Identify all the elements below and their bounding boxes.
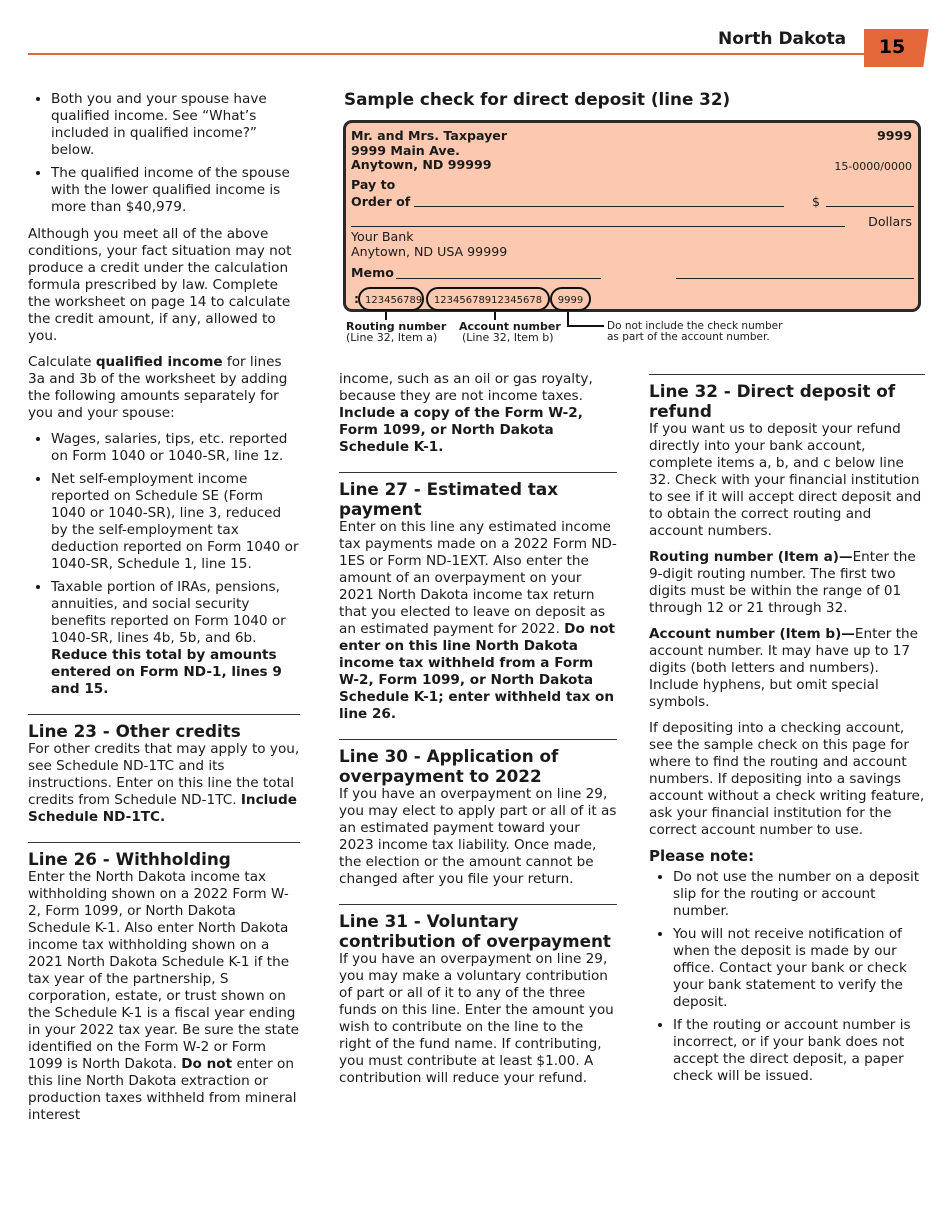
- sample-check: [343, 120, 921, 312]
- account-number-text: Account number (Item b)—Enter the account number. It may have up to 17 digits (both letters and numbers). Include hyphens, but omit special symbols.: [649, 626, 919, 710]
- order-of-label: Order of: [351, 194, 411, 209]
- check-number-pointer: [568, 312, 604, 326]
- micr-account: 12345678912345678: [426, 287, 550, 311]
- header-rule: [28, 53, 868, 55]
- divider: [28, 842, 300, 843]
- check-title: Sample check for direct deposit (line 32): [344, 89, 731, 109]
- check-fraction: 15-0000/0000: [834, 160, 912, 173]
- line23-text: For other credits that may apply to you, see Schedule ND-1TC and its instructions. Enter on this line the total credits from Schedule ND-1TC. Include Schedule ND-1TC.: [28, 741, 300, 825]
- page-number: 15: [878, 36, 906, 58]
- amount-line: [826, 206, 914, 207]
- divider: [339, 472, 617, 473]
- line30-heading: Line 30 - Application of overpayment to 2022: [339, 746, 559, 786]
- divider: [28, 714, 300, 715]
- list-item: • Taxable portion of IRAs, pensions, annuities, and social security benefits reported on Form 1040 or 1040-SR, lines 4b, 5b, and 6b. Reduce this total by amounts entered on Form ND-1, lines 9 and 15.: [51, 579, 300, 698]
- list-item: • You will not receive notification of when the deposit is made by our office. Contact your bank or check your bank statement to verify the deposit.: [673, 926, 925, 1011]
- line27-text: Enter on this line any estimated income tax payments made on a 2022 Form ND-1ES or Form ND-1EXT. Also enter the amount of an overpayment on your 2021 North Dakota income tax return that you elected to leave on deposit as an estimated payment for 2022. Do not enter on this line North Dakota income tax withheld from a Form W-2, Form 1099, or North Dakota Schedule K-1; enter withheld tax on line 26.: [339, 519, 617, 722]
- line32-text: If you want us to deposit your refund directly into your bank account, complete items a, b, and c below line 32. Check with your financial institution to see if it will accept direct deposit and to obtain the correct routing and account numbers.: [649, 421, 922, 539]
- dollars-label: Dollars: [868, 214, 912, 229]
- bank-info: Your Bank Anytown, ND USA 99999: [351, 229, 508, 259]
- amount-words-line: [351, 226, 845, 227]
- list-item: • Both you and your spouse have qualified income. See “What’s included in qualified income?” below.: [51, 91, 300, 159]
- list-item: • Net self-employment income reported on Schedule SE (Form 1040 or 1040-SR), line 3, reduced by the self-employment tax deduction reported on Form 1040 or 1040-SR, Schedule 1, line 15.: [51, 471, 300, 573]
- line23-heading: Line 23 - Other credits: [28, 721, 241, 741]
- memo-line: [396, 278, 601, 279]
- line31-heading: Line 31 - Voluntary contribution of overpayment: [339, 911, 611, 951]
- list-item: • The qualified income of the spouse with the lower qualified income is more than $40,979.: [51, 165, 300, 216]
- divider: [649, 374, 925, 375]
- line26-heading: Line 26 - Withholding: [28, 849, 231, 869]
- line32-heading: Line 32 - Direct deposit of refund: [649, 381, 896, 421]
- memo-label: Memo: [351, 265, 394, 280]
- notes-list: [649, 869, 925, 1085]
- list-item: • Wages, salaries, tips, etc. reported on Form 1040 or 1040-SR, line 1z.: [51, 431, 300, 465]
- micr-check-number: 9999: [550, 287, 591, 311]
- routing-number-sub: (Line 32, Item a): [346, 331, 438, 344]
- line31-text: If you have an overpayment on line 29, you may make a voluntary contribution of part or all of it to any of the three funds on this line. Enter the amount you wish to contribute on the line to the right of the fund name. If contributing, you must contribute at least $1.00. A contribution will reduce your refund.: [339, 951, 614, 1086]
- list-item: • Do not use the number on a deposit slip for the routing or account number.: [673, 869, 925, 920]
- bullet-list-income: [28, 431, 300, 698]
- routing-number-text: Routing number (Item a)—Enter the 9-digit routing number. The first two digits must be within the range of 01 through 12 or 21 through 32.: [649, 549, 916, 616]
- column-right: [649, 358, 925, 1095]
- check-number-note-2: as part of the account number.: [607, 331, 770, 343]
- check-payer: Mr. and Mrs. Taxpayer 9999 Main Ave. Anytown, ND 99999: [351, 128, 508, 173]
- paragraph-conditions: Although you meet all of the above conditions, your fact situation may not produce a credit under the calculation formula prescribed by law. Complete the worksheet on page 14 to calculate the credit amount, if any, allowed to you.: [28, 226, 292, 344]
- pay-to-label: Pay to: [351, 177, 396, 192]
- page-number-tab: [864, 29, 920, 67]
- state-name: North Dakota: [718, 29, 847, 49]
- check-number: 9999: [876, 128, 912, 143]
- bullet-list-conditions: [28, 91, 300, 216]
- routing-number-label: Routing number: [346, 320, 447, 333]
- check-number-note-1: Do not include the check number: [607, 320, 783, 332]
- checking-account-text: If depositing into a checking account, see the sample check on this page for where to find the routing and account numbers. If depositing into a savings account without a check writing feature, ask your financial institution for the correct account number to use.: [649, 720, 925, 838]
- please-note-heading: Please note:: [649, 847, 755, 865]
- account-number-sub: (Line 32, Item b): [462, 331, 554, 344]
- line30-text: If you have an overpayment on line 29, you may elect to apply part or all of it as an estimated payment toward your 2023 income tax liability. Once made, the election or the amount cannot be changed after you file your return.: [339, 786, 617, 887]
- paragraph-qualified-income: Calculate qualified income for lines 3a and 3b of the worksheet by adding the following amounts separately for you and your spouse:: [28, 354, 288, 421]
- withholding-continued: income, such as an oil or gas royalty, because they are not income taxes. Include a copy of the Form W-2, Form 1099, or North Dakota Schedule K-1.: [339, 371, 593, 455]
- line26-text: Enter the North Dakota income tax withholding shown on a 2022 Form W-2, Form 1099, or North Dakota Schedule K-1. Also enter North Dakota income tax withholding shown on a 2021 North Dakota Schedule K-1 if the tax year of the partnership, S corporation, estate, or trust shown on the Schedule K-1 is a fiscal year ending in your 2022 tax year. Be sure the state identified on the Form W-2 or Form 1099 is North Dakota. Do not enter on this line North Dakota extraction or production taxes withheld from mineral interest: [28, 869, 300, 1123]
- column-middle: [339, 371, 617, 1096]
- dollar-sign: $: [812, 194, 821, 209]
- divider: [339, 739, 617, 740]
- divider: [339, 904, 617, 905]
- payee-line: [414, 206, 784, 207]
- micr-routing: 123456789: [358, 287, 424, 311]
- column-left: [28, 91, 300, 1133]
- line27-heading: Line 27 - Estimated tax payment: [339, 479, 559, 519]
- signature-line: [676, 278, 914, 279]
- micr-prefix: :: [354, 291, 360, 306]
- account-number-label: Account number: [459, 320, 561, 333]
- list-item: • If the routing or account number is incorrect, or if your bank does not accept the direct deposit, a paper check will be issued.: [673, 1017, 925, 1085]
